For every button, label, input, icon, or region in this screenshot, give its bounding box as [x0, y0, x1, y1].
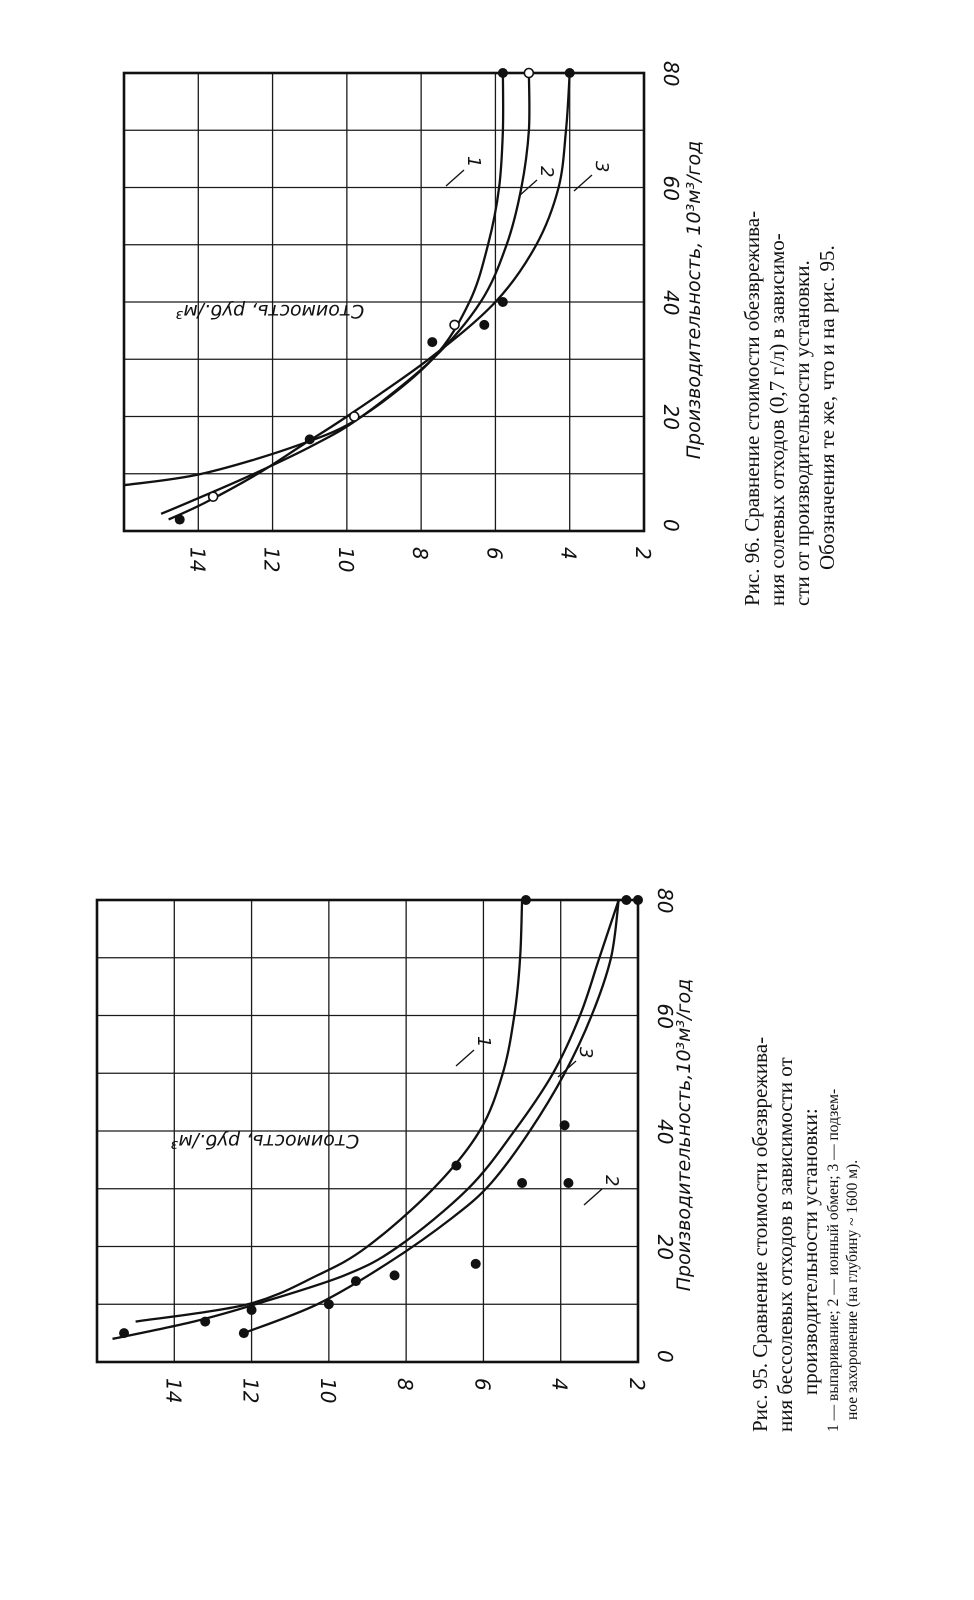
x-tick-label: 60 [653, 1003, 677, 1029]
series-curve-1 [124, 73, 503, 485]
fig96-markers [175, 68, 575, 525]
y-tick-label: 2 [631, 547, 655, 560]
data-point-series-1 [498, 68, 508, 78]
data-point-series-3 [565, 68, 575, 78]
fig95-legend-line-2: ное захоронение (на глубину ~ 1600 м). [844, 1159, 861, 1420]
y-tick-label: 6 [470, 1378, 495, 1391]
curve-label-2: 2 [536, 166, 557, 178]
x-tick-label: 80 [653, 888, 677, 914]
y-tick-label: 6 [482, 547, 507, 560]
y-tick-label: 8 [393, 1378, 418, 1391]
curve-label-leader-2 [584, 1189, 602, 1205]
data-point-series-3 [560, 1120, 570, 1130]
open-data-point-series-2 [209, 492, 218, 501]
y-tick-label: 12 [238, 1378, 263, 1404]
curve-label-1: 1 [473, 1036, 494, 1048]
data-point-series-2 [305, 434, 315, 444]
curve-label-3: 3 [575, 1047, 596, 1059]
fig95-x-axis-title: Производительность,10³м³/год [673, 978, 695, 1292]
fig95-curve-labels [456, 1036, 622, 1205]
fig96-caption-line-3: сти от производительности установки. [790, 260, 814, 606]
fig95-legend-line-1: 1 — выпаривание; 2 — ионный обмен; 3 — подзем- [825, 1088, 842, 1432]
data-point-series-1 [427, 337, 437, 347]
y-tick-label: 10 [315, 1378, 340, 1404]
x-tick-label: 40 [653, 1119, 677, 1145]
y-tick-label: 4 [547, 1378, 572, 1391]
data-point-series-2 [239, 1328, 249, 1338]
data-point-series-1 [119, 1328, 129, 1338]
y-tick-label: 10 [333, 547, 358, 573]
data-point-series-2 [479, 320, 489, 330]
curve-label-leader-1 [446, 170, 464, 186]
figure-96-caption [740, 211, 839, 606]
data-point-series-1 [451, 1161, 461, 1171]
series-curve-3 [169, 73, 570, 520]
x-tick-label: 0 [653, 1350, 677, 1363]
y-tick-label: 8 [408, 547, 433, 560]
data-point-series-3 [200, 1317, 210, 1327]
data-point-series-3 [390, 1270, 400, 1280]
fig96-x-axis-title: Производительность, 10³м³/год [683, 140, 705, 460]
x-tick-label: 20 [653, 1234, 677, 1260]
fig96-caption-line-2: ния солевых отходов (0,7 г/л) в зависимо- [765, 233, 789, 606]
fig95-curves [113, 900, 619, 1339]
fig95-markers [119, 895, 643, 1338]
data-point-series-1 [351, 1276, 361, 1286]
x-tick-label: 80 [659, 61, 683, 87]
open-data-point-series-2 [350, 412, 359, 421]
y-tick-label: 12 [259, 547, 284, 573]
open-data-point-series-2 [450, 320, 459, 329]
figure-95-chart [97, 888, 695, 1403]
x-tick-label: 20 [659, 404, 683, 430]
y-tick-label: 14 [185, 547, 210, 573]
series-curve-3 [113, 900, 619, 1339]
fig95-caption-line-1: Рис. 95. Сравнение стоимости обезврежива- [748, 1036, 772, 1432]
data-point-series-3 [324, 1299, 334, 1309]
y-tick-label: 14 [161, 1378, 186, 1404]
fig96-caption-line-1: Рис. 96. Сравнение стоимости обезврежива- [740, 210, 764, 606]
figure-96-chart [124, 61, 705, 572]
fig95-caption-line-3: производительности установки: [798, 1108, 822, 1395]
curve-label-3: 3 [591, 161, 612, 173]
y-tick-label: 4 [556, 547, 581, 560]
curve-label-2: 2 [601, 1175, 622, 1187]
fig95-caption-line-2: ния бессолевых отходов в зависимости от [773, 1057, 797, 1432]
fig95-y-axis-title: Стоимость, руб./м³ [170, 1130, 360, 1152]
curve-label-leader-3 [574, 175, 592, 191]
data-point-series-1 [247, 1305, 257, 1315]
data-point-series-2 [621, 895, 631, 905]
series-curve-2 [244, 900, 619, 1333]
data-point-series-3 [175, 515, 185, 525]
y-tick-label: 2 [625, 1378, 649, 1391]
data-point-series-3 [517, 1178, 527, 1188]
figure-95-caption [748, 1037, 861, 1432]
fig96-caption-line-4: Обозначения те же, что и на рис. 95. [815, 245, 839, 570]
x-tick-label: 40 [659, 290, 683, 316]
data-point-series-2 [563, 1178, 573, 1188]
data-point-series-2 [471, 1259, 481, 1269]
x-tick-label: 60 [659, 175, 683, 201]
data-point-series-1 [498, 297, 508, 307]
data-point-series-3 [633, 895, 643, 905]
fig96-y-axis-title: Стоимость, руб./м³ [175, 300, 365, 322]
x-tick-label: 0 [659, 519, 683, 532]
fig96-curve-labels [446, 156, 612, 196]
data-point-series-1 [521, 895, 531, 905]
curve-label-1: 1 [463, 156, 484, 168]
curve-label-leader-1 [456, 1050, 474, 1066]
open-data-point-series-2 [524, 69, 533, 78]
